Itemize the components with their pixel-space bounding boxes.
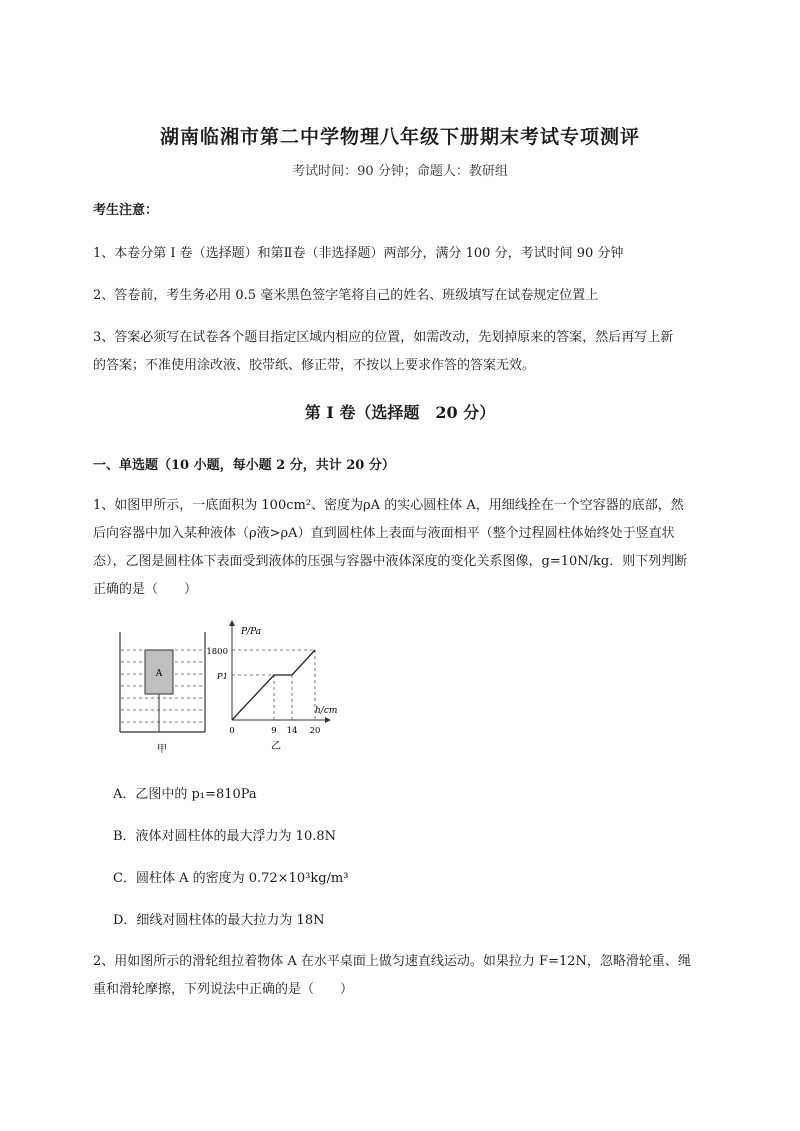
q2-line-2: 重和滑轮摩擦，下列说法中正确的是（ ） (93, 982, 354, 997)
section-title: 第 I 卷（选择题 20 分） (304, 403, 496, 422)
x-tick-0: 0 (229, 726, 235, 736)
cylinder-a-label: A (155, 669, 163, 679)
part-heading: 一、单选题（10 小题，每小题 2 分，共计 20 分） (93, 458, 395, 473)
q1-line-3: 态），乙图是圆柱体下表面受到液体的压强与容器中液体深度的变化关系图像，g=10N/kg．则下列判断 (93, 554, 688, 569)
pressure-curve (232, 650, 315, 720)
container-diagram (120, 632, 205, 755)
x-tick-14: 14 (286, 726, 298, 736)
notice-item-3-line-1: 3、答案必须写在试卷各个题目指定区域内相应的位置，如需改动，先划掉原来的答案，然后再写上新 (93, 330, 674, 345)
q2-line-1: 2、用如图所示的滑轮组拉着物体 A 在水平桌面上做匀速直线运动。如果拉力 F=12N，忽略滑轮重、绳 (93, 954, 691, 969)
q1-option-b[interactable]: B．液体对圆柱体的最大浮力为 10.8N (113, 829, 337, 844)
y-tick-p1: P1 (216, 672, 228, 682)
page-title: 湖南临湘市第二中学物理八年级下册期末考试专项测评 (159, 126, 640, 148)
caption-jia: 甲 (157, 744, 167, 755)
caption-yi: 乙 (271, 741, 281, 752)
notice-item-2: 2、答卷前，考生务必用 0.5 毫米黑色签字笔将自己的姓名、班级填写在试卷规定位置上 (93, 288, 599, 303)
x-tick-9: 9 (271, 726, 277, 736)
y-axis-label: P/Pa (241, 627, 262, 637)
q1-option-a[interactable]: A．乙图中的 p₁=810Pa (113, 787, 257, 802)
q1-figure (110, 612, 360, 762)
notice-item-3-line-2: 的答案；不准使用涂改液、胶带纸、修正带，不按以上要求作答的答案无效。 (93, 358, 536, 373)
x-axis-label: h/cm (315, 706, 338, 716)
y-tick-1800: 1800 (206, 647, 228, 657)
q1-option-d[interactable]: D．细线对圆柱体的最大拉力为 18N (113, 913, 325, 928)
x-tick-20: 20 (309, 726, 321, 736)
pressure-depth-graph (206, 620, 337, 752)
exam-info: 考试时间：90 分钟；命题人：教研组 (292, 164, 508, 179)
q1-line-4: 正确的是（ ） (93, 582, 198, 597)
notice-item-1: 1、本卷分第 I 卷（选择题）和第Ⅱ卷（非选择题）两部分，满分 100 分，考试时间 90 分钟 (93, 246, 624, 261)
q1-option-c[interactable]: C．圆柱体 A 的密度为 0.72×10³kg/m³ (113, 871, 349, 886)
notice-heading: 考生注意： (93, 203, 159, 218)
q1-line-1: 1、如图甲所示，一底面积为 100cm²、密度为ρA 的实心圆柱体 A，用细线拴在一个空容器的底部，然 (93, 498, 684, 513)
q1-line-2: 后向容器中加入某种液体（ρ液>ρA）直到圆柱体上表面与液面相平（整个过程圆柱体始终处于竖直状 (93, 526, 675, 541)
